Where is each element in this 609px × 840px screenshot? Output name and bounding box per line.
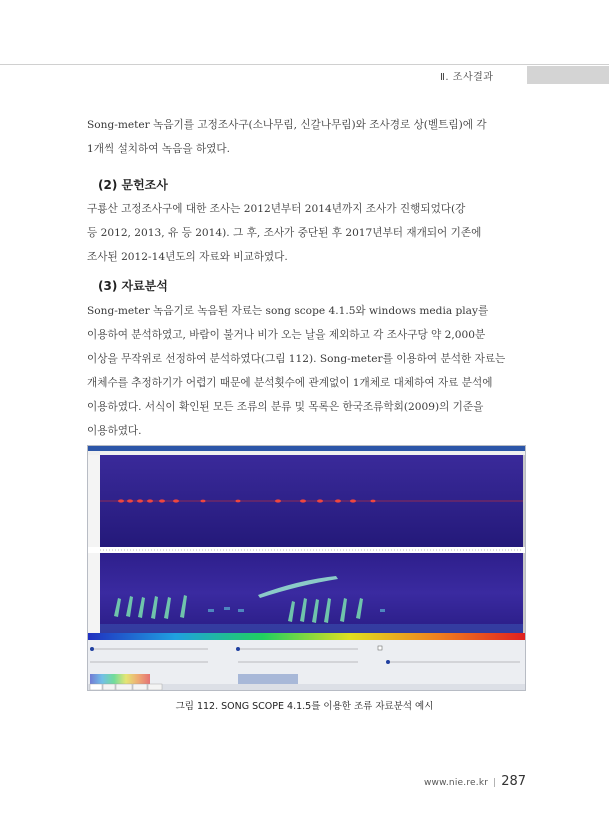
page-number: 287 xyxy=(501,774,527,789)
text-line: Song-meter 녹음기로 녹음된 자료는 song scope 4.1.5와 windows media play를 xyxy=(87,305,489,317)
text-line: 1개씩 설치하여 녹음을 하였다. xyxy=(87,143,231,155)
header-tab-bar xyxy=(527,66,609,84)
header-rule xyxy=(0,64,609,65)
section-heading: (3) 자료분석 xyxy=(98,279,168,293)
figure-caption: 그림 112. SONG SCOPE 4.1.5를 이용한 조류 자료분석 예시 xyxy=(175,701,434,712)
text-line: 이상을 무작위로 선정하여 분석하였다(그림 112). Song-meter를 이용하여 분석한 자료는 xyxy=(87,353,506,365)
section-heading: (2) 문헌조사 xyxy=(98,178,168,192)
window-titlebar xyxy=(88,446,525,455)
tab-strip xyxy=(88,684,525,690)
text-line: 이용하였다. 서식이 확인된 모든 조류의 분류 및 목록은 한국조류학회(2009)의 기준을 xyxy=(87,401,484,413)
intro-paragraph xyxy=(87,113,524,161)
control-panel xyxy=(88,640,525,684)
text-line: 조사된 2012-14년도의 자료와 비교하였다. xyxy=(87,251,288,263)
section3-paragraph xyxy=(87,299,524,443)
time-ruler xyxy=(88,547,525,553)
song-scope-screenshot xyxy=(87,445,526,691)
waveform-panel xyxy=(88,455,525,547)
chapter-header: Ⅱ. 조사결과 xyxy=(440,72,494,83)
text-line: 개체수를 추정하기가 어렵기 때문에 분석횟수에 관계없이 1개체로 대체하여 자료 분석에 xyxy=(87,377,493,389)
section2-paragraph xyxy=(87,197,524,269)
footer-separator: | xyxy=(493,778,497,788)
text-line: 등 2012, 2013, 유 등 2014). 그 후, 조사가 중단된 후 2017년부터 재개되어 기존에 xyxy=(87,227,482,239)
color-scale-bar xyxy=(88,633,525,640)
spectrogram-panel xyxy=(88,553,525,633)
text-line: 이용하여 분석하였고, 바람이 불거나 비가 오는 날을 제외하고 각 조사구당 약 2,000분 xyxy=(87,329,486,341)
page-footer xyxy=(424,774,526,789)
text-line: 이용하였다. xyxy=(87,425,142,437)
footer-url: www.nie.re.kr xyxy=(424,778,489,788)
text-line: Song-meter 녹음기를 고정조사구(소나무림, 신갈나무림)와 조사경로 상(벨트림)에 각 xyxy=(87,119,487,131)
text-line: 구룡산 고정조사구에 대한 조사는 2012년부터 2014년까지 조사가 진행되었다(강 xyxy=(87,203,466,215)
